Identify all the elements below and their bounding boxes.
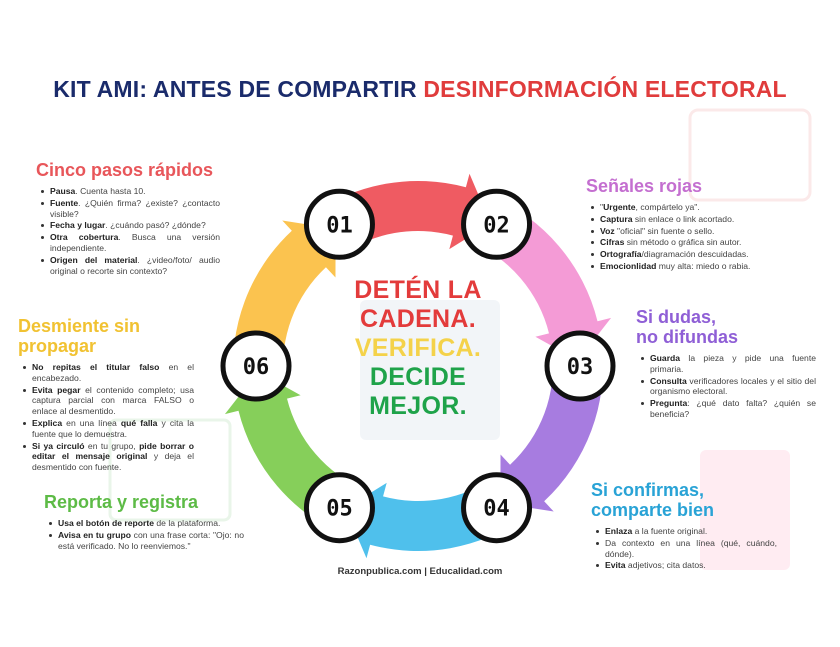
center-line-5: MEJOR.: [369, 392, 467, 420]
title-part-1: KIT AMI: ANTES DE COMPARTIR: [53, 76, 424, 102]
section-list: [44, 518, 244, 551]
step-badge-03: [547, 333, 613, 399]
list-item: Cifras sin método o gráfica sin autor.: [600, 237, 786, 248]
section-list: [591, 526, 777, 571]
list-item: Guarda la pieza y pide una fuente primaria.: [650, 353, 816, 374]
section-title: Desmiente sin propagar: [18, 316, 141, 356]
section-desmiente: [18, 316, 194, 474]
section-list: [586, 202, 786, 272]
step-badge-05: [306, 475, 372, 541]
step-badge-number: 01: [326, 213, 353, 239]
list-item: Evita adjetivos; cita datos.: [605, 560, 777, 571]
list-item: Evita pegar el contenido completo; usa captura parcial con marca FALSO o enlace al desmentido.: [32, 384, 194, 417]
section-list: [18, 362, 194, 473]
step-badge-number: 04: [483, 496, 510, 522]
step-badge-02: [464, 191, 530, 257]
step-badge-number: 06: [242, 355, 270, 380]
section-list: [636, 353, 816, 420]
list-item: Si ya circuló en tu grupo, pide borrar o editar el mensaje original y deja el desmentido con fuente.: [32, 440, 194, 473]
section-title: Si confirmas, comparte bien: [591, 480, 715, 520]
list-item: Fecha y lugar. ¿cuándo pasó? ¿dónde?: [50, 220, 220, 231]
list-item: Enlaza a la fuente original.: [605, 526, 777, 537]
list-item: Emocionlidad muy alta: miedo o rabia.: [600, 261, 786, 272]
step-badge-number: 05: [326, 496, 353, 522]
list-item: Usa el botón de reporte de la plataforma.: [58, 518, 244, 529]
list-item: Voz "oficial" sin fuente o sello.: [600, 226, 786, 237]
center-line-2: CADENA.: [360, 305, 476, 333]
section-title: Si dudas, no difundas: [636, 307, 738, 347]
list-item: Consulta verificadores locales y el sitio del organismo electoral.: [650, 375, 816, 397]
center-line-4: DECIDE: [369, 363, 467, 391]
section-title: Reporta y registra: [44, 492, 199, 512]
section-cinco-pasos: [36, 160, 220, 277]
step-badge-01: [306, 191, 372, 257]
list-item: Pausa. Cuenta hasta 10.: [50, 186, 220, 197]
title-part-2: DESINFORMACIÓN ELECTORAL: [423, 76, 787, 102]
center-line-3: VERIFICA.: [354, 334, 482, 362]
section-list: [36, 186, 220, 276]
list-item: "Urgente, compártelo ya".: [600, 202, 786, 213]
list-item: Ortografía/diagramación descuidadas.: [600, 249, 786, 260]
center-message: [318, 276, 518, 421]
section-reporta: [44, 492, 244, 552]
section-title: Señales rojas: [586, 176, 703, 196]
list-item: Captura sin enlace o link acortado.: [600, 214, 786, 225]
section-title: Cinco pasos rápidos: [36, 160, 214, 180]
section-senales-rojas: [586, 176, 786, 273]
step-badge-06: [223, 333, 289, 399]
center-line-1: DETÉN LA: [354, 276, 482, 304]
step-badge-04: [464, 475, 530, 541]
section-si-confirmas: [591, 480, 777, 572]
list-item: Fuente. ¿Quién firma? ¿existe? ¿contacto visible?: [50, 197, 220, 219]
list-item: Otra cobertura. Busca una versión independiente.: [50, 232, 220, 253]
list-item: No repitas el titular falso en el encabezado.: [32, 362, 194, 383]
list-item: Pregunta: ¿qué dato falta? ¿quién se beneficia?: [650, 398, 816, 419]
list-item: Explica en una línea qué falla y cita la fuente que lo demuestra.: [32, 417, 194, 439]
section-si-dudas: [636, 307, 816, 421]
footer-credits: Razonpublica.com | Educalidad.com: [337, 566, 503, 577]
step-badge-number: 03: [566, 355, 594, 380]
list-item: Da contexto en una línea (qué, cuándo, dónde).: [605, 537, 777, 559]
list-item: Origen del material. ¿video/foto/ audio original o recorte sin contexto?: [50, 254, 220, 276]
list-item: Avisa en tu grupo con una frase corta: "Ojo: no está verificado. No lo reenviemos.": [58, 529, 244, 551]
step-badge-number: 02: [483, 213, 510, 239]
